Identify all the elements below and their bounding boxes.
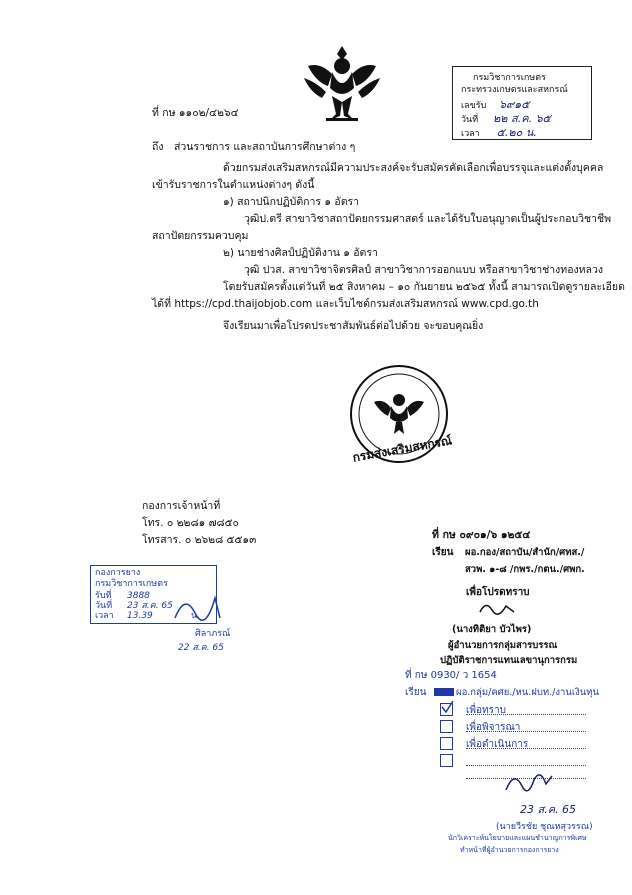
receive-stamp-no-value: ๖๙๑๕ [499, 98, 530, 111]
to-label: ถึง [152, 141, 164, 153]
receive-stamp-date-label: วันที่ [461, 115, 479, 125]
forward-1-to-value: ผอ.กอง/สถาบัน/สำนัก/ศทส./ [465, 547, 585, 558]
receive-stamp-org: กรมวิชาการเกษตร [473, 73, 546, 83]
forward-1-position-2: ปฏิบัติราชการแทนเลขานุการกรม [440, 655, 578, 666]
forward-2-signature-icon [500, 766, 560, 802]
rubber-stamp-date-value: 23 ส.ค. 65 [127, 601, 173, 611]
closing-line: จึงเรียนมาเพื่อโปรดประชาสัมพันธ์ต่อไปด้วย จะขอบคุณยิ่ง [223, 320, 484, 332]
position-1-qualification-1: วุฒิป.ตรี สาขาวิชาสถาปัตยกรรมศาสตร์ และได้รับใบอนุญาตเป็นผู้ประกอบวิชาชีพ [244, 213, 612, 225]
rubber-stamp-date-label: วันที่ [95, 601, 113, 611]
forward-2-to-label: เรียน [405, 687, 427, 698]
contact-department: กองการเจ้าหน้าที่ [142, 500, 221, 512]
position-2-qualification: วุฒิ ปวส. สาขาวิชาจิตรศิลป์ สาขาวิชาการออกแบบ หรือสาขาวิชาช่างทองหลวง [244, 264, 604, 276]
forward-2-number: ที่ กษ 0930/ ว 1654 [405, 670, 497, 681]
forward-1-signer: (นางทิติยา บัวไพร) [452, 624, 532, 635]
checkbox-consider[interactable] [440, 720, 453, 733]
forward-1-purpose: เพื่อโปรดทราบ [466, 587, 530, 598]
position-2: ๒) นายช่างศิลป์ปฏิบัติงาน ๑ อัตรา [223, 247, 378, 259]
rubber-stamp-line-2: กรมวิชาการเกษตร [95, 579, 168, 589]
option-proceed-label: เพื่อดำเนินการ [466, 739, 529, 750]
receive-stamp-time-value: ๕.๒๐ น. [496, 126, 537, 139]
forward-2-redaction [434, 688, 454, 696]
application-period: โดยรับสมัครตั้งแต่วันที่ ๒๕ สิงหาคม – ๑๐ กันยายน ๒๕๖๕ ทั้งนี้ สามารถเปิดดูรายละเอียด [223, 281, 625, 293]
forward-2-to-value: ผอ.กลุ่ม/คศย./หน.ฝบท./งานเงินทุน [456, 687, 599, 698]
receive-stamp-time-label: เวลา [461, 129, 480, 139]
forward-2-date: 23 ส.ค. 65 [520, 803, 577, 816]
option-consider-label: เพื่อพิจารณา [466, 722, 521, 733]
to-value: ส่วนราชการ และสถาบันการศึกษาต่าง ๆ [174, 141, 356, 153]
rubber-stamp-line-1: กองการยาง [95, 568, 141, 578]
rubber-stamp-sign-date: 22 ส.ค. 65 [178, 643, 224, 653]
checkbox-acknowledge[interactable] [440, 703, 453, 716]
garuda-emblem-icon [302, 42, 382, 124]
forward-2-signer: (นายวีรชัย ชุณหสุวรรณ) [496, 822, 593, 832]
option-acknowledge-label: เพื่อทราบ [466, 705, 506, 716]
receive-stamp-ministry: กระทรวงเกษตรและสหกรณ์ [461, 85, 568, 95]
receive-stamp [452, 66, 592, 140]
checkbox-other[interactable] [440, 754, 453, 767]
rubber-stamp-sign-name: ศิลาภรณ์ [195, 629, 231, 639]
forward-2-position-2: ทำหน้าที่ผู้อำนวยการกองการยาง [460, 846, 559, 854]
rubber-stamp-time-label: เวลา [95, 611, 114, 621]
forward-2-position-1: นักวิเคราะห์นโยบายและแผนชำนาญการพิเศษ [448, 834, 587, 842]
forward-1-signature-icon [476, 598, 526, 618]
intro-line-2: เข้ารับราชการในตำแหน่งต่างๆ ดังนี้ [152, 179, 315, 191]
position-1-qualification-2: สถาปัตยกรรมควบคุม [152, 230, 249, 242]
forward-1-number: ที่ กษ ๐๙๐๑/๖ ๑๒๕๔ [432, 529, 531, 541]
contact-phone: โทร. ๐ ๒๒๘๑ ๗๘๕๐ [142, 517, 239, 529]
contact-fax: โทรสาร. ๐ ๒๖๒๘ ๕๕๑๓ [142, 534, 257, 546]
rubber-stamp-signature-icon [170, 588, 230, 628]
intro-line-1: ด้วยกรมส่งเสริมสหกรณ์มีความประสงค์จะรับสมัครคัดเลือกเพื่อบรรจุและแต่งตั้งบุคคล [223, 162, 604, 174]
checkbox-proceed[interactable] [440, 737, 453, 750]
rubber-stamp-time-unit: น. [191, 611, 201, 621]
position-1: ๑) สถาปนิกปฏิบัติการ ๑ อัตรา [223, 196, 360, 208]
document-number: ที่ กษ ๑๑๐๒/๔๒๖๔ [152, 107, 239, 119]
forward-1-to-label: เรียน [432, 547, 454, 558]
receive-stamp-no-label: เลขรับ [461, 101, 487, 111]
application-website: ได้ที่ https://cpd.thaijobjob.com และเว็บไซต์กรมส่งเสริมสหกรณ์ www.cpd.go.th [152, 298, 539, 310]
rubber-stamp-no-label: รับที่ [95, 591, 112, 601]
forward-1-position-1: ผู้อำนวยการกลุ่มสารบรรณ [448, 640, 558, 651]
option-proceed-line [466, 748, 586, 749]
forward-1-to-value-2: สวพ. ๑-๘ /กพร./กตน./ศพก. [465, 564, 585, 575]
option-consider-line [466, 731, 586, 732]
option-acknowledge-line [466, 714, 586, 715]
rubber-stamp-time-value: 13.39 [127, 611, 153, 621]
seal-stamp-label: กรมส่งเสริมสหกรณ์ [351, 433, 454, 465]
rubber-stamp-no-value: 3888 [127, 591, 150, 601]
receive-stamp-date-value: ๒๒ ส.ค. ๖๕ [493, 112, 551, 125]
